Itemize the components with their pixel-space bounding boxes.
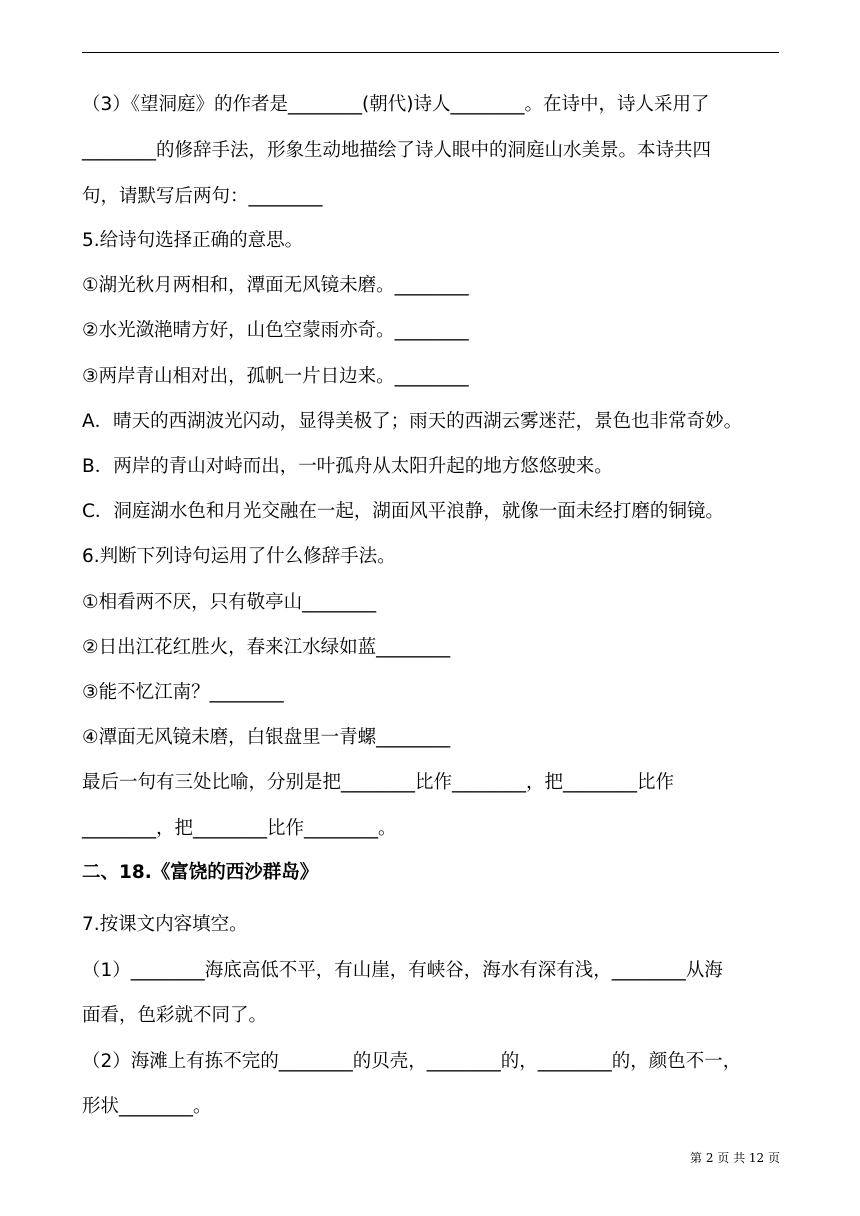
q5-item-1: ①湖光秋月两相和，潭面无风镜未磨。________ bbox=[82, 275, 469, 296]
q6-item-1: ①相看两不厌，只有敬亭山________ bbox=[82, 592, 377, 613]
q4-3-line-2: ________的修辞手法，形象生动地描绘了诗人眼中的洞庭山水美景。本诗共四 bbox=[82, 140, 712, 161]
q5-option-c: C．洞庭湖水色和月光交融在一起，湖面风平浪静，就像一面未经打磨的铜镜。 bbox=[82, 501, 724, 522]
q7-1-line-2: 面看，色彩就不同了。 bbox=[82, 1005, 268, 1026]
q6-item-3: ③能不忆江南？________ bbox=[82, 682, 284, 703]
q7-2-line-2: 形状________。 bbox=[82, 1096, 212, 1117]
q6-item-4: ④潭面无风镜未磨，白银盘里一青螺________ bbox=[82, 727, 451, 748]
q5-option-a: A．晴天的西湖波光闪动，显得美极了；雨天的西湖云雾迷茫，景色也非常奇妙。 bbox=[82, 411, 743, 432]
q4-3-line-1: （3）《望洞庭》的作者是________(朝代)诗人________。在诗中，诗人采用了 bbox=[82, 94, 710, 115]
header-rule bbox=[82, 52, 779, 53]
q7-2-line-1: （2）海滩上有拣不完的________的贝壳，________的，________的，颜色不一， bbox=[82, 1051, 742, 1072]
q5-item-2: ②水光潋滟晴方好，山色空蒙雨亦奇。________ bbox=[82, 320, 469, 341]
q5-item-3: ③两岸青山相对出，孤帆一片日边来。________ bbox=[82, 366, 469, 387]
q6-title: 6.判断下列诗句运用了什么修辞手法。 bbox=[82, 546, 396, 567]
q6-item-2: ②日出江花红胜火，春来江水绿如蓝________ bbox=[82, 637, 451, 658]
q6-metaphor-line-2: ________，把________比作________。 bbox=[82, 818, 397, 839]
q7-1-line-1: （1）________海底高低不平，有山崖，有峡谷，海水有深有浅，________从海 bbox=[82, 960, 723, 981]
q7-title: 7.按课文内容填空。 bbox=[82, 914, 248, 935]
page-number-footer: 第 2 页 共 12 页 bbox=[690, 1151, 780, 1165]
section-2-heading: 二、18.《富饶的西沙群岛》 bbox=[82, 862, 319, 883]
q4-3-line-3: 句，请默写后两句：________ bbox=[82, 186, 323, 207]
q6-metaphor-line-1: 最后一句有三处比喻，分别是把________比作________，把________比作 bbox=[82, 772, 675, 793]
q5-title: 5.给诗句选择正确的意思。 bbox=[82, 230, 304, 251]
q5-option-b: B．两岸的青山对峙而出，一叶孤舟从太阳升起的地方悠悠驶来。 bbox=[82, 456, 613, 477]
